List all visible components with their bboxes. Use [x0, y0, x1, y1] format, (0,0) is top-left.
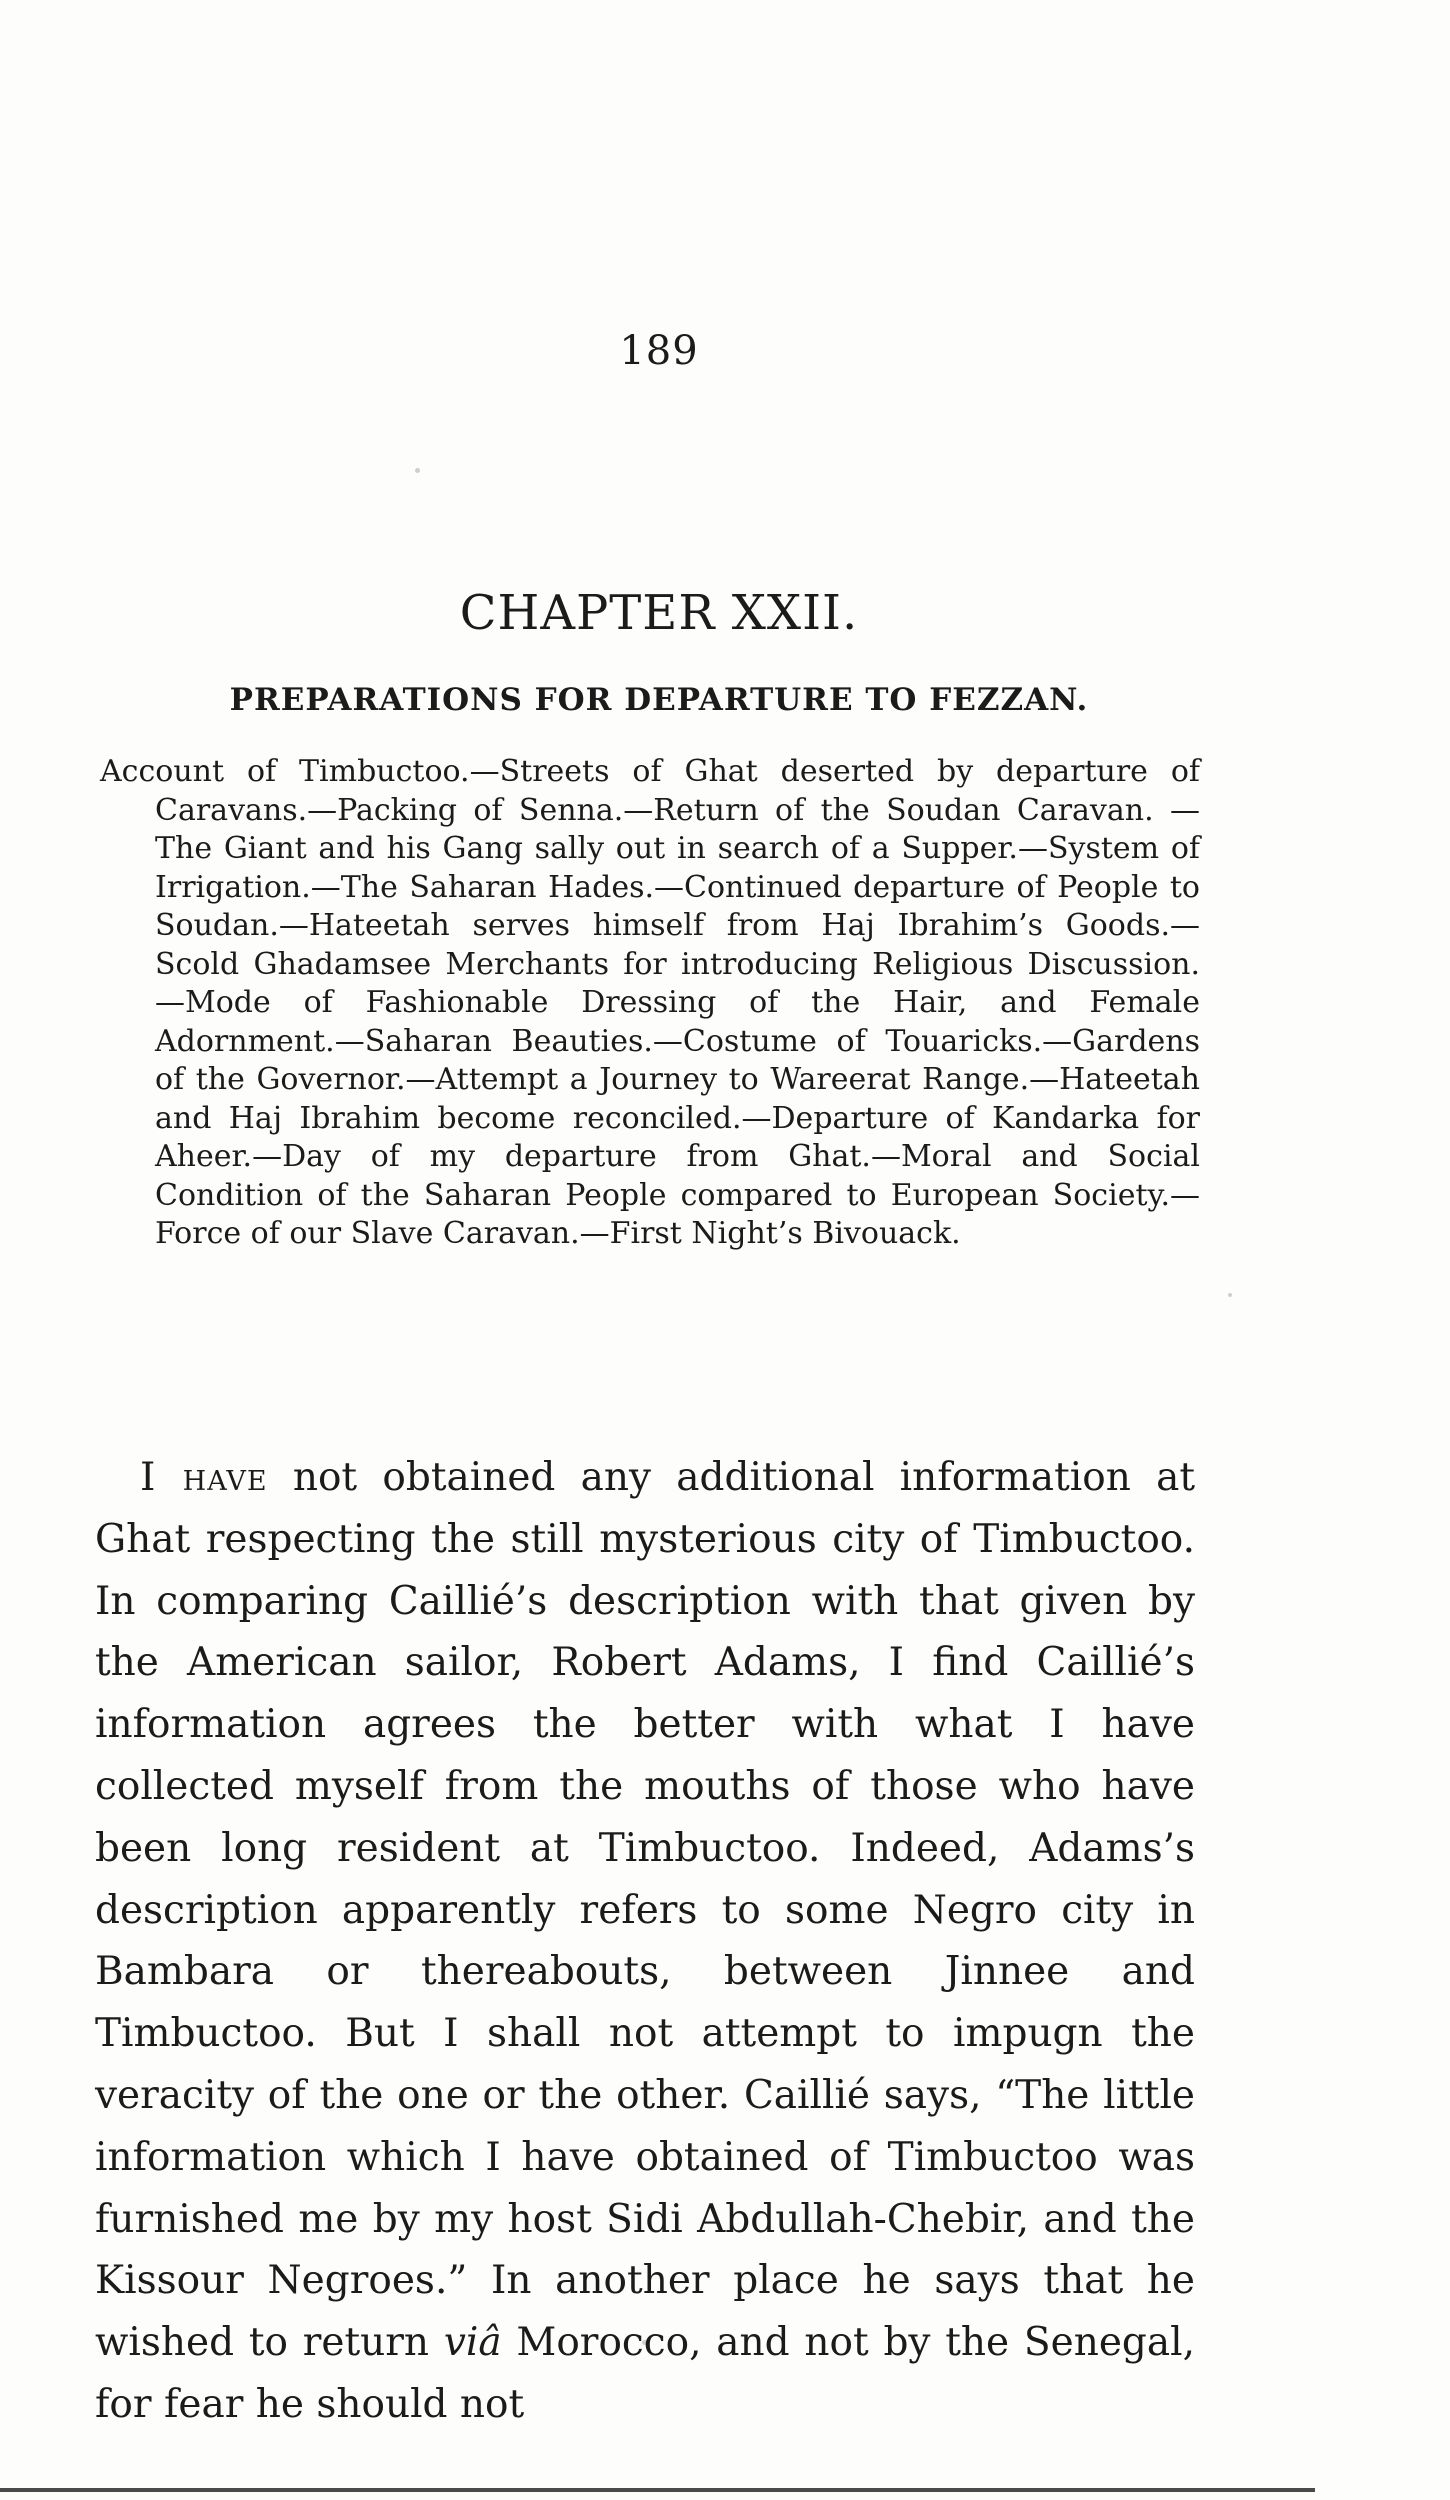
paper-speck	[1228, 1293, 1232, 1297]
body-italic-word: viâ	[443, 2320, 502, 2366]
body-text-main: not obtained any additional information at Ghat respecting the still mysterious city of Timbuctoo. In comparing Caillié’s description with that given by the American sailor, Robert Adams, I find Caillié’s information agrees the better with what I have collected myself from the mouths of those who have been long resident at Timbuctoo. Indeed, Adams’s description apparently refers to some Negro city in Bambara or thereabouts, between Jinnee and Timbuctoo. But I shall not attempt to impugn the veracity of the one or the other. Caillié says, “The little information which I have obtained of Timbuctoo was furnished me by my host Sidi Abdullah-Chebir, and the Kissour Negroes.” In another place he says that he wished to return	[95, 1455, 1195, 2366]
paper-speck	[415, 468, 420, 473]
body-paragraph	[95, 1447, 1195, 2436]
body-text-end: Morocco, and not by the Senegal, for fear he should not	[95, 2320, 1195, 2427]
chapter-subtitle: PREPARATIONS FOR DEPARTURE TO FEZZAN.	[229, 682, 1089, 718]
page-number: 189	[619, 328, 699, 374]
chapter-title: CHAPTER XXII.	[459, 585, 859, 641]
opening-words: I have	[140, 1455, 268, 1500]
chapter-synopsis: Account of Timbuctoo.—Streets of Ghat deserted by departure of Caravans.—Packing of Senna.—Return of the Soudan Caravan. —The Giant and his Gang sally out in search of a Supper.—System of Irrigation.—The Saharan Hades.—Continued departure of People to Soudan.—Hateetah serves himself from Haj Ibrahim’s Goods.—Scold Ghadamsee Merchants for introducing Religious Discussion.—Mode of Fashionable Dressing of the Hair, and Female Adornment.—Saharan Beauties.—Costume of Touaricks.—Gardens of the Governor.—Attempt a Journey to Wareerat Range.—Hateetah and Haj Ibrahim become reconciled.—Departure of Kandarka for Aheer.—Day of my departure from Ghat.—Moral and Social Condition of the Saharan People compared to European Society.—Force of our Slave Caravan.—First Night’s Bivouack.	[100, 754, 1200, 1251]
bottom-scan-edge	[0, 2488, 1315, 2492]
